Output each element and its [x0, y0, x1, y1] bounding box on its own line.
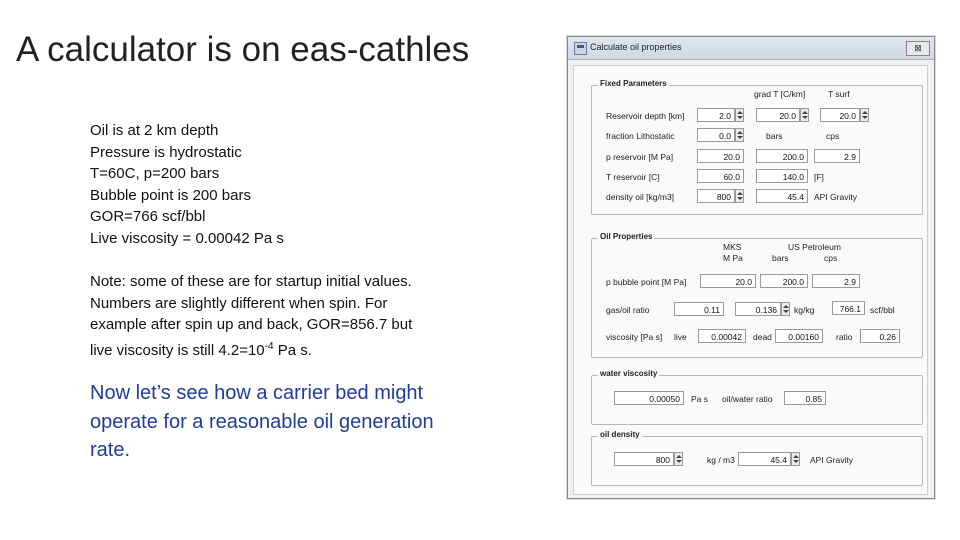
water-viscosity-field[interactable]: 0.00050	[614, 391, 684, 405]
p-reservoir-mpa-field: 20.0	[697, 149, 744, 163]
ratio-label: ratio	[836, 332, 853, 342]
gas-oil-kg-field[interactable]: 0.136	[735, 302, 781, 316]
t-surf-spinner[interactable]	[860, 108, 869, 122]
gas-oil-scf-field: 766.1	[832, 301, 865, 315]
gas-oil-ratio-label: gas/oil ratio	[606, 305, 650, 315]
t-reservoir-label: T reservoir [C]	[606, 172, 660, 182]
t-reservoir-f-field: 140.0	[756, 169, 808, 183]
window-title: Calculate oil properties	[590, 42, 682, 52]
kg-kg-label: kg/kg	[794, 305, 815, 315]
api-gravity-label: API Gravity	[810, 455, 853, 465]
window-titlebar[interactable]	[568, 37, 934, 60]
oil-density-group	[591, 430, 923, 486]
slide-title: A calculator is on eas-cathles	[16, 30, 470, 69]
grad-t-spinner[interactable]	[800, 108, 809, 122]
fixed-parameters-group	[591, 79, 923, 215]
app-icon	[574, 42, 587, 55]
density-oil-spinner[interactable]	[735, 189, 744, 203]
oil-properties-title: Oil Properties	[600, 232, 653, 241]
note2-line	[90, 336, 490, 362]
bars-header: bars	[772, 253, 789, 263]
gas-oil-spinner[interactable]	[781, 302, 790, 316]
note-line: Bubble point is 200 bars	[90, 186, 251, 204]
fraction-lithostatic-label: fraction Lithostatic	[606, 131, 675, 141]
bubble-point-mpa-field: 20.0	[700, 274, 756, 288]
live-viscosity-field: 0.00042	[698, 329, 746, 343]
api-gravity-field: 45.4	[756, 189, 808, 203]
bubble-point-label: p bubble point [M Pa]	[606, 277, 687, 287]
note-line: Live viscosity = 0.00042 Pa s	[90, 229, 284, 247]
reservoir-depth-spinner[interactable]	[735, 108, 744, 122]
dead-label: dead	[753, 332, 772, 342]
oil-density-api-field[interactable]: 45.4	[738, 452, 791, 466]
t-surf-field[interactable]: 20.0	[820, 108, 860, 122]
water-viscosity-title: water viscosity	[600, 369, 658, 378]
p-reservoir-label: p reservoir [M Pa]	[606, 152, 674, 162]
live-label: live	[674, 332, 687, 342]
scf-bbl-label: scf/bbl	[870, 305, 895, 315]
bars-header: bars	[766, 131, 783, 141]
note2-line: Note: some of these are for startup initial values.	[90, 273, 412, 290]
note-line: GOR=766 scf/bbl	[90, 208, 206, 225]
grad-t-field[interactable]: 20.0	[756, 108, 800, 122]
oil-properties-group	[591, 232, 923, 358]
oil-water-ratio-label: oil/water ratio	[722, 394, 773, 404]
gas-oil-ratio-field: 0.11	[674, 302, 724, 316]
note2-line: Numbers are slightly different when spin. For	[90, 294, 388, 312]
oil-density-spinner[interactable]	[674, 452, 683, 466]
t-reservoir-c-field: 60.0	[697, 169, 744, 183]
note2-last-text: live viscosity is still 4.2=10	[90, 341, 265, 359]
note2-exponent: -4	[264, 340, 274, 352]
density-oil-label: density oil [kg/m3]	[606, 192, 675, 202]
grad-t-header: grad T [C/km]	[754, 89, 806, 99]
reservoir-depth-label: Reservoir depth [km]	[606, 111, 685, 121]
note-line: T=60C, p=200 bars	[90, 165, 220, 182]
viscosity-label: viscosity [Pa s]	[606, 332, 663, 342]
oil-density-api-spinner[interactable]	[791, 452, 800, 466]
fraction-lithostatic-field[interactable]: 0.0	[697, 128, 735, 142]
cps-header: cps	[826, 131, 840, 141]
fraction-lithostatic-spinner[interactable]	[735, 128, 744, 142]
bubble-point-cps-field: 2.9	[812, 274, 860, 288]
dead-viscosity-field: 0.00160	[775, 329, 823, 343]
oil-water-ratio-field: 0.85	[784, 391, 826, 405]
oil-density-title: oil density	[600, 430, 640, 439]
mpa-header: M Pa	[723, 253, 743, 263]
fahrenheit-label: [F]	[814, 172, 824, 182]
ratio-field: 0.26	[860, 329, 900, 343]
note-line: Pressure is hydrostatic	[90, 143, 242, 161]
t-surf-header: T surf	[828, 89, 850, 99]
call-to-action: Now let’s see how a carrier bed might operate for a reasonable oil generation rate.	[90, 382, 434, 461]
density-oil-field[interactable]: 800	[697, 189, 735, 203]
p-reservoir-bars-field: 200.0	[756, 149, 808, 163]
kg-m3-label: kg / m3	[707, 455, 735, 465]
api-gravity-label: API Gravity	[814, 192, 857, 202]
calculator-window	[567, 36, 935, 499]
oil-density-field[interactable]: 800	[614, 452, 674, 466]
note2-last-suffix: Pa s.	[273, 341, 312, 359]
bubble-point-bars-field: 200.0	[760, 274, 808, 288]
dialog-body	[573, 65, 928, 495]
p-reservoir-cps-field: 2.9	[814, 149, 860, 163]
mks-header: MKS	[723, 242, 742, 252]
us-petroleum-header: US Petroleum	[788, 242, 841, 252]
note-line: Oil is at 2 km depth	[90, 122, 219, 139]
note2-line: example after spin up and back, GOR=856.7 but	[90, 316, 413, 333]
pa-s-label: Pa s	[691, 394, 709, 404]
fixed-parameters-title: Fixed Parameters	[600, 79, 667, 88]
close-button[interactable]: ⊠	[906, 41, 930, 56]
cps-header: cps	[824, 253, 838, 263]
reservoir-depth-field[interactable]: 2.0	[697, 108, 735, 122]
notes-text	[90, 120, 490, 465]
water-viscosity-group	[591, 369, 923, 425]
